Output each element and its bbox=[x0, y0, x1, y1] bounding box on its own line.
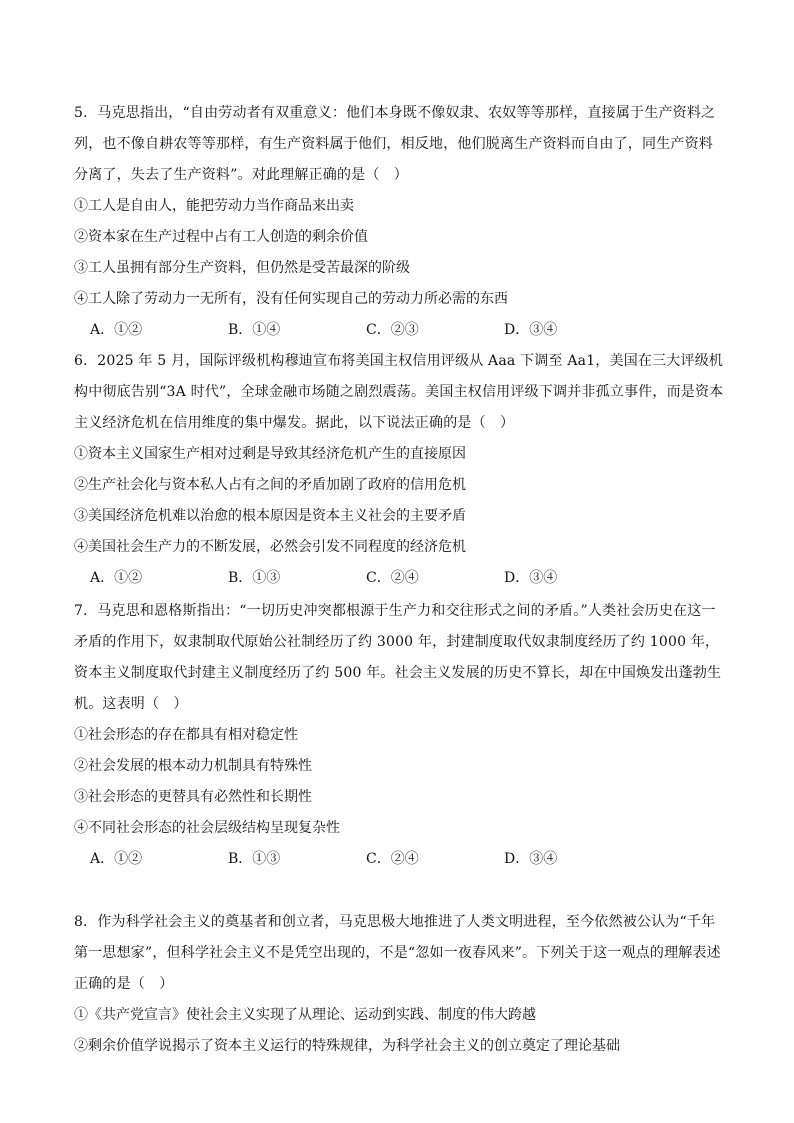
choice-b: B．①④ bbox=[228, 322, 281, 338]
question-stem: 8．作为科学社会主义的奠基者和创立者，马克思极大地推进了人类文明进程，至今依然被公认为“千年第一思想家”，但科学社会主义不是凭空出现的，不是“忽如一夜春风来”。下列关于这一观点的理解表述正确的是（ ） bbox=[74, 914, 721, 992]
option-3: ③工人虽拥有部分生产资料，但仍然是受苦最深的阶级 bbox=[74, 260, 410, 276]
option-2: ②剩余价值学说揭示了资本主义运行的特殊规律，为科学社会主义的创立奠定了理论基础 bbox=[74, 1038, 620, 1054]
choice-c: C．②④ bbox=[366, 851, 419, 867]
option-1: ①社会形态的存在都具有相对稳定性 bbox=[74, 727, 298, 743]
choice-a: A．①② bbox=[90, 570, 143, 586]
option-1: ①资本主义国家生产相对过剩是导致其经济危机产生的直接原因 bbox=[74, 446, 466, 462]
question-stem: 5．马克思指出，“自由劳动者有双重意义：他们本身既不像奴隶、农奴等等那样，直接属于生产资料之列，也不像自耕农等等那样，有生产资料属于他们，相反地，他们脱离生产资料而自由了，同生产资料分离了，失去了生产资料”。对此理解正确的是（ ） bbox=[74, 105, 716, 183]
choice-d: D．③④ bbox=[504, 322, 558, 338]
choice-c: C．②④ bbox=[366, 570, 419, 586]
option-2: ②社会发展的根本动力机制具有特殊性 bbox=[74, 758, 312, 774]
choice-d: D．③④ bbox=[504, 851, 558, 867]
choice-a: A．①② bbox=[90, 322, 143, 338]
question-6 bbox=[74, 346, 724, 594]
choice-a: A．①② bbox=[90, 851, 143, 867]
option-4: ④美国社会生产力的不断发展，必然会引发不同程度的经济危机 bbox=[74, 539, 466, 555]
answer-choices bbox=[74, 563, 724, 594]
choice-c: C．②③ bbox=[366, 322, 419, 338]
choice-b: B．①③ bbox=[228, 570, 281, 586]
question-8 bbox=[74, 907, 724, 1062]
option-1: ①《共产党宣言》使社会主义实现了从理论、运动到实践、制度的伟大跨越 bbox=[74, 1007, 536, 1023]
question-7 bbox=[74, 596, 724, 875]
option-2: ②资本家在生产过程中占有工人创造的剩余价值 bbox=[74, 229, 368, 245]
choice-d: D．③④ bbox=[504, 570, 558, 586]
option-4: ④工人除了劳动力一无所有，没有任何实现自己的劳动力所必需的东西 bbox=[74, 291, 508, 307]
option-4: ④不同社会形态的社会层级结构呈现复杂性 bbox=[74, 820, 340, 836]
question-stem: 7．马克思和恩格斯指出：“一切历史冲突都根源于生产力和交往形式之间的矛盾。”人类社会历史在这一矛盾的作用下，奴隶制取代原始公社制经历了约 3000 年，封建制度取代奴隶制度经历了约 1000 年，资本主义制度取代封建主义制度经历了约 500 年。社会主义发展的历史不算长，却在中国焕发出蓬勃生机。这表明（ ） bbox=[74, 603, 722, 712]
option-2: ②生产社会化与资本私人占有之间的矛盾加剧了政府的信用危机 bbox=[74, 477, 466, 493]
answer-choices bbox=[74, 315, 724, 346]
answer-choices bbox=[74, 844, 724, 875]
question-stem: 6．2025 年 5 月，国际评级机构穆迪宣布将美国主权信用评级从 Aaa 下调至 Aa1，美国在三大评级机构中彻底告别“3A 时代”，全球金融市场随之剧烈震荡。美国主权信用评级下调并非孤立事件，而是资本主义经济危机在信用维度的集中爆发。据此，以下说法正确的是（ ） bbox=[74, 353, 724, 431]
choice-b: B．①③ bbox=[228, 851, 281, 867]
option-3: ③美国经济危机难以治愈的根本原因是资本主义社会的主要矛盾 bbox=[74, 508, 466, 524]
option-1: ①工人是自由人，能把劳动力当作商品来出卖 bbox=[74, 198, 354, 214]
option-3: ③社会形态的更替具有必然性和长期性 bbox=[74, 789, 312, 805]
question-5 bbox=[74, 98, 724, 346]
